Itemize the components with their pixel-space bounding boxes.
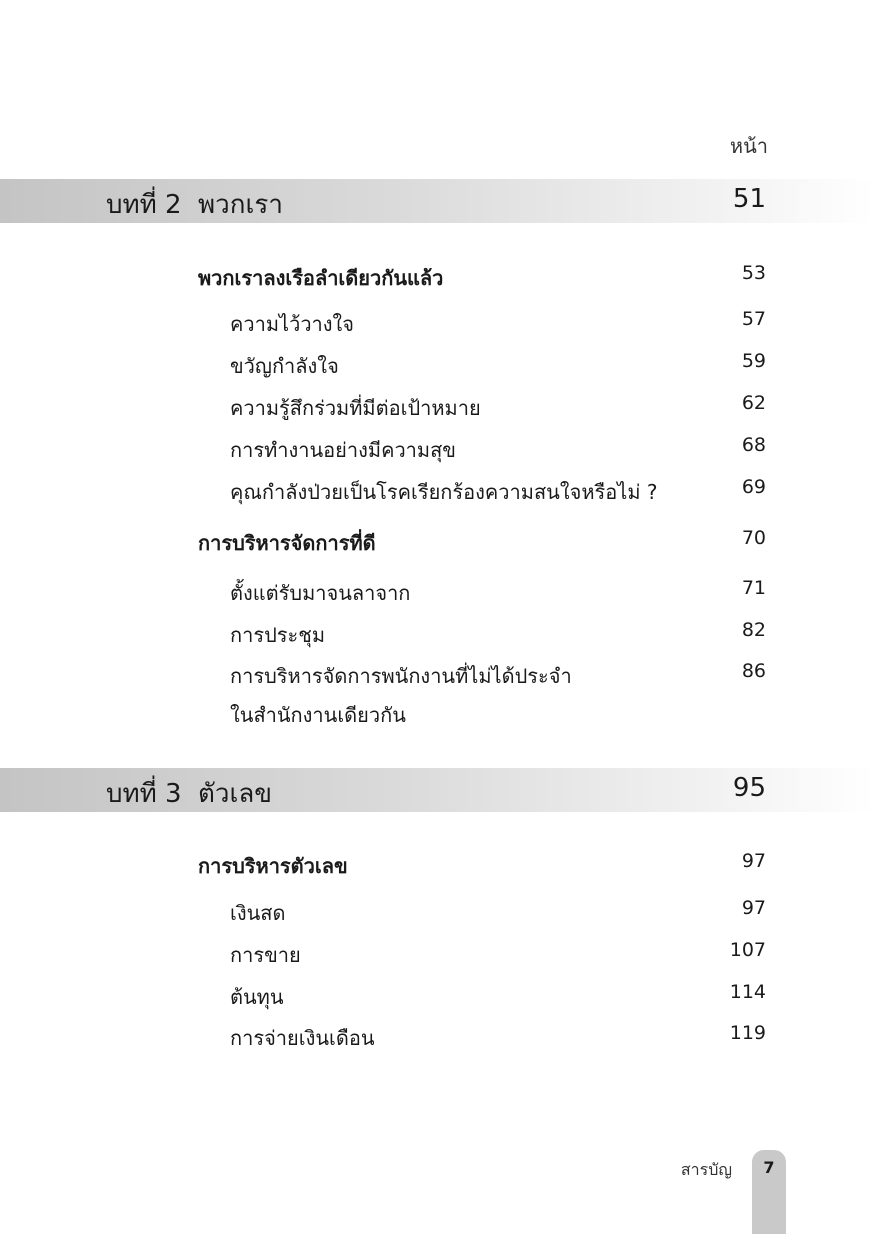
chapter-title: พวกเรา [198,190,283,220]
item-title: ความไว้วางใจ [230,312,355,336]
item-title: ความรู้สึกร่วมที่มีต่อเป้าหมาย [230,396,481,420]
item-page: 62 [741,392,766,414]
section-title: การบริหารจัดการที่ดี [198,531,376,555]
item-page: 119 [729,1022,766,1044]
chapter-page: 95 [732,773,766,803]
chapter-number: บทที่ 3 [106,779,182,809]
chapter-header[interactable] [0,179,874,223]
section-page: 70 [741,527,766,549]
item-page: 82 [741,619,766,641]
page-number: 7 [763,1158,775,1177]
item-title: การทำงานอย่างมีความสุข [230,438,456,462]
item-page: 114 [729,981,766,1003]
chapter-page: 51 [732,184,766,214]
footer-label: สารบัญ [680,1160,732,1179]
item-title: ตั้งแต่รับมาจนลาจาก [230,581,411,605]
item-page: 68 [741,434,766,456]
item-title: การบริหารจัดการพนักงานที่ไม่ได้ประจำ [230,664,572,688]
chapter-title: ตัวเลข [198,779,273,809]
item-page: 107 [729,939,766,961]
item-title: ขวัญกำลังใจ [230,354,339,378]
item-title-continuation: ในสำนักงานเดียวกัน [230,703,406,727]
section-page: 53 [741,262,766,284]
item-title: ต้นทุน [230,985,284,1009]
item-title: การประชุม [230,623,326,647]
item-title: คุณกำลังป่วยเป็นโรคเรียกร้องความสนใจหรือไม่ ? [230,480,658,504]
chapter-number: บทที่ 2 [106,190,182,220]
section-title: การบริหารตัวเลข [198,854,348,878]
item-page: 69 [741,476,766,498]
item-title: เงินสด [230,901,286,925]
item-title: การขาย [230,943,301,967]
item-page: 97 [741,897,766,919]
page-column-label: หน้า [729,134,768,158]
item-page: 59 [741,350,766,372]
item-title: การจ่ายเงินเดือน [230,1026,375,1050]
item-page: 86 [741,660,766,682]
item-page: 71 [741,577,766,599]
page-number-tab [752,1150,786,1234]
section-page: 97 [741,850,766,872]
section-title: พวกเราลงเรือลำเดียวกันแล้ว [198,266,444,290]
item-page: 57 [741,308,766,330]
chapter-header[interactable] [0,768,874,812]
